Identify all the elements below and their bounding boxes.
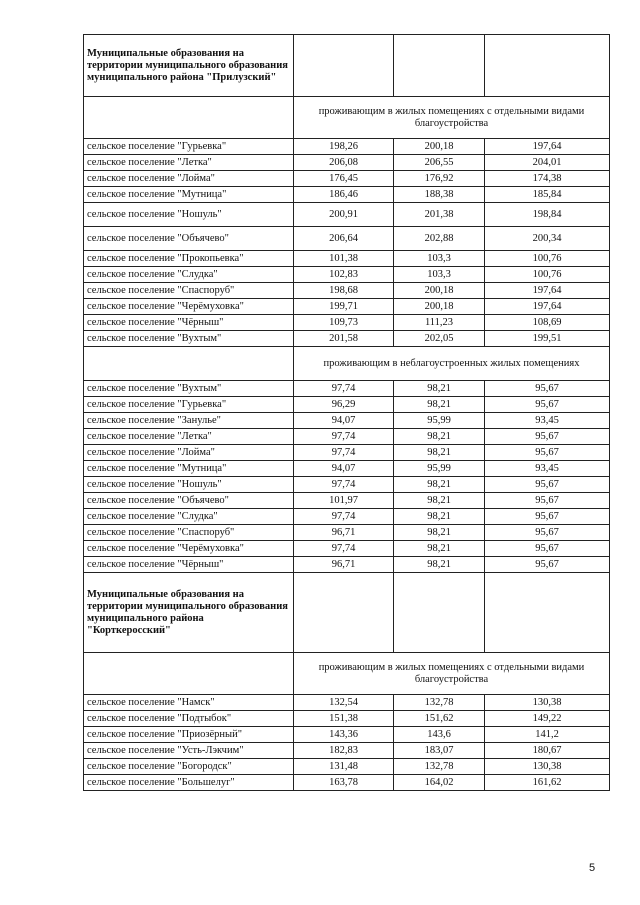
table-row <box>84 477 610 493</box>
tariff-value-2: 98,21 <box>394 445 485 461</box>
tariff-value-1: 109,73 <box>294 315 394 331</box>
tariff-value-2: 95,99 <box>394 413 485 429</box>
tariff-value-2: 183,07 <box>394 743 485 759</box>
settlement-name: сельское поселение "Слудка" <box>84 509 294 525</box>
tariff-value-1: 101,38 <box>294 251 394 267</box>
tariff-value-3: 100,76 <box>485 251 610 267</box>
empty-cell <box>294 573 394 653</box>
table-row <box>84 695 610 711</box>
tariff-value-3: 95,67 <box>485 509 610 525</box>
table-row <box>84 557 610 573</box>
settlement-name: сельское поселение "Намск" <box>84 695 294 711</box>
table-row <box>84 203 610 227</box>
section-caption: проживающим в жилых помещениях с отдельными видами благоустройства <box>294 97 610 139</box>
tariff-value-3: 95,67 <box>485 525 610 541</box>
tariff-value-1: 97,74 <box>294 445 394 461</box>
tariff-value-2: 98,21 <box>394 541 485 557</box>
tariff-value-1: 186,46 <box>294 187 394 203</box>
tariff-value-2: 151,62 <box>394 711 485 727</box>
tariff-value-3: 197,64 <box>485 299 610 315</box>
settlement-name: сельское поселение "Объячево" <box>84 493 294 509</box>
tariff-value-2: 143,6 <box>394 727 485 743</box>
table-row <box>84 139 610 155</box>
tariff-value-3: 95,67 <box>485 445 610 461</box>
settlement-name: сельское поселение "Летка" <box>84 429 294 445</box>
table-row <box>84 299 610 315</box>
tariff-value-2: 103,3 <box>394 251 485 267</box>
tariff-value-2: 200,18 <box>394 299 485 315</box>
tariff-value-3: 93,45 <box>485 461 610 477</box>
tariff-value-1: 206,08 <box>294 155 394 171</box>
settlement-name: сельское поселение "Гурьевка" <box>84 397 294 413</box>
tariff-value-2: 202,88 <box>394 227 485 251</box>
tariff-value-1: 143,36 <box>294 727 394 743</box>
page-number: 5 <box>589 862 596 874</box>
tariff-value-2: 201,38 <box>394 203 485 227</box>
tariff-value-1: 97,74 <box>294 381 394 397</box>
settlement-name: сельское поселение "Вухтым" <box>84 381 294 397</box>
table-row <box>84 509 610 525</box>
tariff-value-2: 98,21 <box>394 381 485 397</box>
tariff-value-3: 93,45 <box>485 413 610 429</box>
empty-cell <box>485 573 610 653</box>
tariff-value-2: 164,02 <box>394 775 485 791</box>
tariff-value-2: 98,21 <box>394 429 485 445</box>
tariff-value-1: 198,68 <box>294 283 394 299</box>
settlement-name: сельское поселение "Черёмуховка" <box>84 541 294 557</box>
table-row <box>84 525 610 541</box>
table-row <box>84 711 610 727</box>
tariff-value-1: 132,54 <box>294 695 394 711</box>
tariff-value-2: 132,78 <box>394 759 485 775</box>
tariff-value-1: 182,83 <box>294 743 394 759</box>
settlement-name: сельское поселение "Мутница" <box>84 187 294 203</box>
settlement-name: сельское поселение "Ношуль" <box>84 477 294 493</box>
district-header-row <box>84 573 610 653</box>
tariff-value-3: 130,38 <box>485 695 610 711</box>
tariff-value-1: 96,71 <box>294 557 394 573</box>
district-title: Муниципальные образования на территории муниципального образования муниципального района "Прилузский" <box>84 35 294 97</box>
table-row <box>84 541 610 557</box>
settlement-name: сельское поселение "Лойма" <box>84 171 294 187</box>
settlement-name: сельское поселение "Чёрныш" <box>84 315 294 331</box>
tariff-value-1: 96,29 <box>294 397 394 413</box>
settlement-name: сельское поселение "Приозёрный" <box>84 727 294 743</box>
tariff-value-3: 185,84 <box>485 187 610 203</box>
tariff-value-2: 103,3 <box>394 267 485 283</box>
table-row <box>84 743 610 759</box>
settlement-name: сельское поселение "Гурьевка" <box>84 139 294 155</box>
tariff-value-1: 101,97 <box>294 493 394 509</box>
tariff-value-3: 100,76 <box>485 267 610 283</box>
tariff-value-1: 206,64 <box>294 227 394 251</box>
settlement-name: сельское поселение "Занулье" <box>84 413 294 429</box>
empty-cell <box>294 35 394 97</box>
section-caption-row <box>84 653 610 695</box>
table-row <box>84 413 610 429</box>
tariff-value-1: 102,83 <box>294 267 394 283</box>
empty-cell <box>84 97 294 139</box>
table-row <box>84 727 610 743</box>
table-row <box>84 381 610 397</box>
tariff-value-1: 97,74 <box>294 509 394 525</box>
tariff-value-1: 176,45 <box>294 171 394 187</box>
empty-cell <box>394 573 485 653</box>
tariff-value-3: 108,69 <box>485 315 610 331</box>
empty-cell <box>84 347 294 381</box>
section-caption: проживающим в жилых помещениях с отдельными видами благоустройства <box>294 653 610 695</box>
tariff-value-1: 96,71 <box>294 525 394 541</box>
tariff-value-3: 149,22 <box>485 711 610 727</box>
tariff-value-1: 97,74 <box>294 541 394 557</box>
table-row <box>84 331 610 347</box>
settlement-name: сельское поселение "Чёрныш" <box>84 557 294 573</box>
settlement-name: сельское поселение "Мутница" <box>84 461 294 477</box>
tariff-value-3: 199,51 <box>485 331 610 347</box>
tariff-value-2: 98,21 <box>394 557 485 573</box>
tariff-value-2: 200,18 <box>394 139 485 155</box>
table-row <box>84 429 610 445</box>
tariff-value-3: 95,67 <box>485 493 610 509</box>
tariff-value-2: 98,21 <box>394 525 485 541</box>
tariff-value-2: 202,05 <box>394 331 485 347</box>
tariff-value-2: 206,55 <box>394 155 485 171</box>
table-row <box>84 155 610 171</box>
tariff-table <box>83 34 610 791</box>
tariff-value-2: 95,99 <box>394 461 485 477</box>
settlement-name: сельское поселение "Спаспоруб" <box>84 525 294 541</box>
section-caption-row <box>84 347 610 381</box>
tariff-value-1: 199,71 <box>294 299 394 315</box>
settlement-name: сельское поселение "Ношуль" <box>84 203 294 227</box>
tariff-value-2: 98,21 <box>394 477 485 493</box>
tariff-value-3: 180,67 <box>485 743 610 759</box>
tariff-value-2: 98,21 <box>394 493 485 509</box>
tariff-value-2: 188,38 <box>394 187 485 203</box>
tariff-value-2: 98,21 <box>394 397 485 413</box>
table-row <box>84 461 610 477</box>
tariff-value-3: 141,2 <box>485 727 610 743</box>
district-title: Муниципальные образования на территории муниципального образования муниципального района "Корткеросский" <box>84 573 294 653</box>
settlement-name: сельское поселение "Богородск" <box>84 759 294 775</box>
settlement-name: сельское поселение "Черёмуховка" <box>84 299 294 315</box>
table-row <box>84 227 610 251</box>
settlement-name: сельское поселение "Большелуг" <box>84 775 294 791</box>
settlement-name: сельское поселение "Подтыбок" <box>84 711 294 727</box>
settlement-name: сельское поселение "Вухтым" <box>84 331 294 347</box>
section-caption-row <box>84 97 610 139</box>
table-row <box>84 759 610 775</box>
table-row <box>84 493 610 509</box>
tariff-value-3: 200,34 <box>485 227 610 251</box>
table-row <box>84 445 610 461</box>
tariff-value-1: 198,26 <box>294 139 394 155</box>
tariff-value-3: 95,67 <box>485 477 610 493</box>
tariff-value-3: 95,67 <box>485 429 610 445</box>
tariff-value-3: 204,01 <box>485 155 610 171</box>
tariff-value-3: 174,38 <box>485 171 610 187</box>
table-row <box>84 315 610 331</box>
tariff-value-3: 95,67 <box>485 397 610 413</box>
settlement-name: сельское поселение "Лойма" <box>84 445 294 461</box>
tariff-value-1: 94,07 <box>294 461 394 477</box>
tariff-value-3: 197,64 <box>485 283 610 299</box>
tariff-value-3: 197,64 <box>485 139 610 155</box>
tariff-value-1: 94,07 <box>294 413 394 429</box>
tariff-value-2: 200,18 <box>394 283 485 299</box>
table-row <box>84 187 610 203</box>
table-row <box>84 171 610 187</box>
settlement-name: сельское поселение "Летка" <box>84 155 294 171</box>
table-row <box>84 267 610 283</box>
tariff-value-1: 200,91 <box>294 203 394 227</box>
empty-cell <box>394 35 485 97</box>
settlement-name: сельское поселение "Прокопьевка" <box>84 251 294 267</box>
table-row <box>84 775 610 791</box>
tariff-value-3: 198,84 <box>485 203 610 227</box>
tariff-value-3: 95,67 <box>485 557 610 573</box>
table-row <box>84 251 610 267</box>
tariff-value-2: 98,21 <box>394 509 485 525</box>
tariff-value-3: 95,67 <box>485 541 610 557</box>
section-caption: проживающим в неблагоустроенных жилых помещениях <box>294 347 610 381</box>
tariff-value-2: 132,78 <box>394 695 485 711</box>
empty-cell <box>485 35 610 97</box>
table-row <box>84 397 610 413</box>
settlement-name: сельское поселение "Усть-Лэкчим" <box>84 743 294 759</box>
settlement-name: сельское поселение "Спаспоруб" <box>84 283 294 299</box>
tariff-value-2: 176,92 <box>394 171 485 187</box>
settlement-name: сельское поселение "Объячево" <box>84 227 294 251</box>
district-header-row <box>84 35 610 97</box>
tariff-value-1: 151,38 <box>294 711 394 727</box>
settlement-name: сельское поселение "Слудка" <box>84 267 294 283</box>
tariff-value-1: 201,58 <box>294 331 394 347</box>
tariff-value-1: 163,78 <box>294 775 394 791</box>
tariff-value-3: 95,67 <box>485 381 610 397</box>
tariff-value-2: 111,23 <box>394 315 485 331</box>
tariff-value-1: 97,74 <box>294 429 394 445</box>
tariff-value-1: 131,48 <box>294 759 394 775</box>
table-row <box>84 283 610 299</box>
tariff-value-3: 130,38 <box>485 759 610 775</box>
tariff-value-3: 161,62 <box>485 775 610 791</box>
empty-cell <box>84 653 294 695</box>
tariff-value-1: 97,74 <box>294 477 394 493</box>
